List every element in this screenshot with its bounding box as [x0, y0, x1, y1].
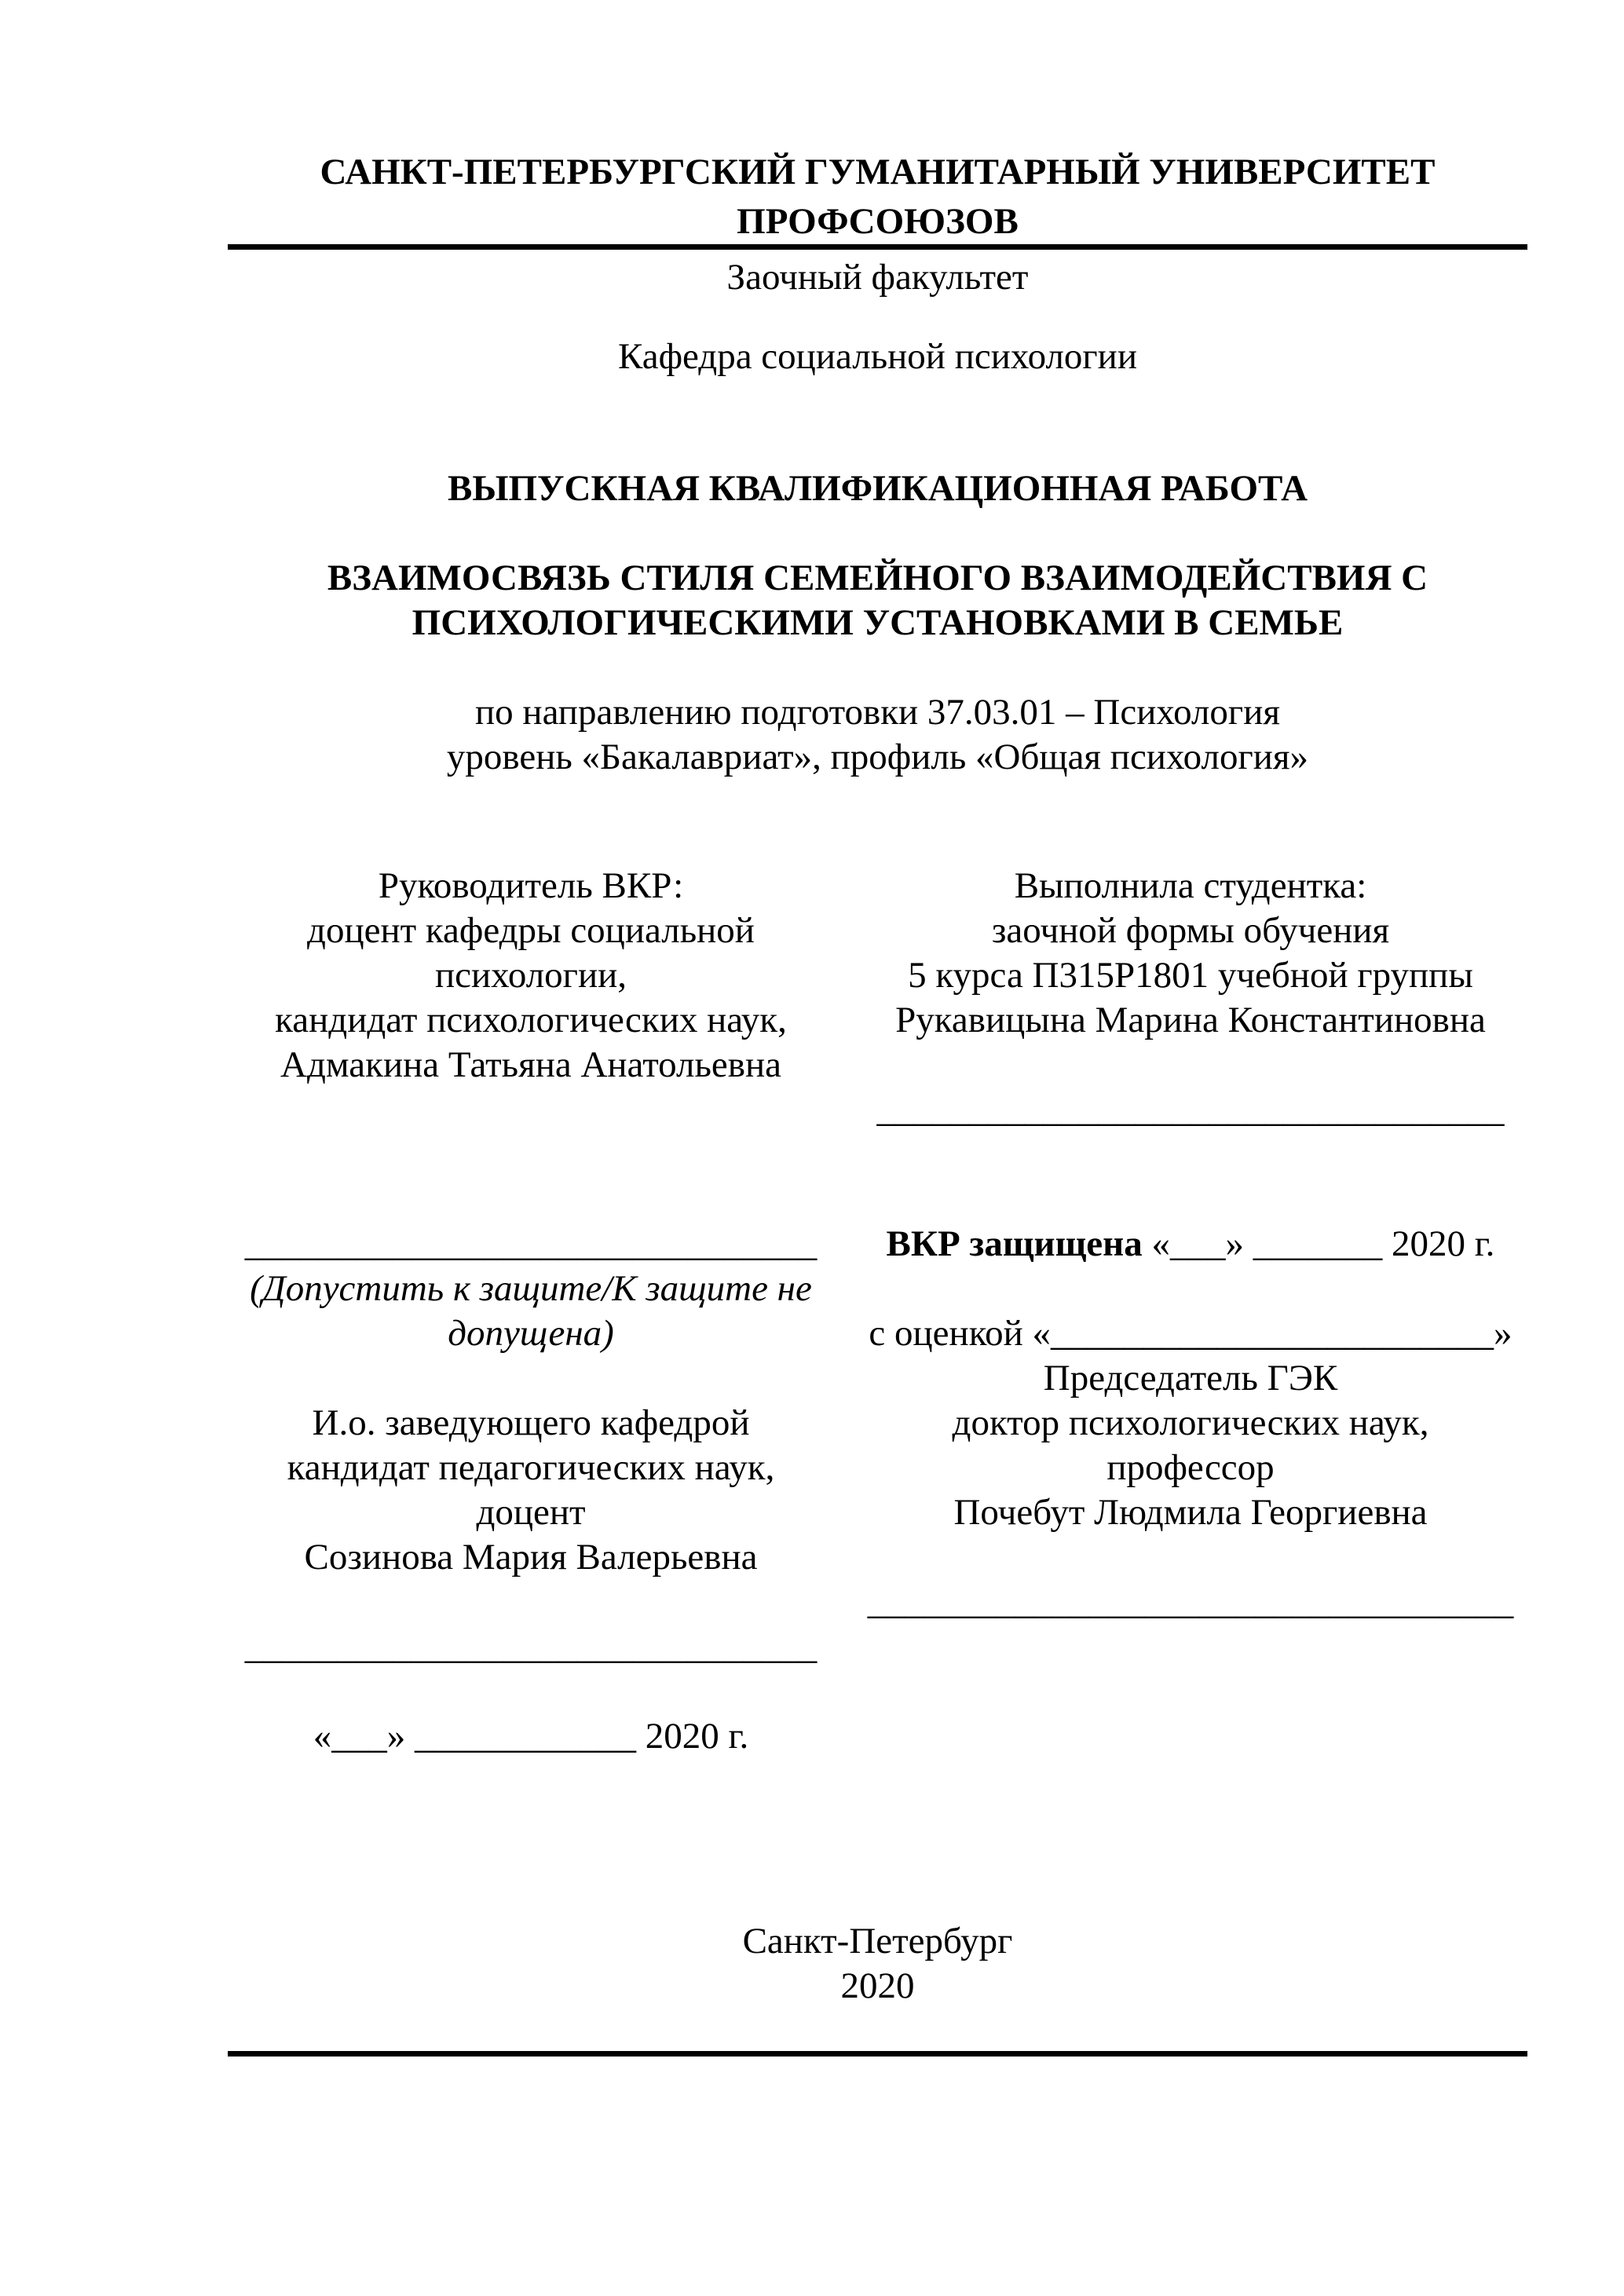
student-line: ВКР защищена «___» _______ 2020 г. — [886, 1223, 1495, 1264]
program-info — [228, 690, 1527, 780]
supervisor-line: допущена) — [448, 1313, 614, 1354]
thesis-title — [228, 556, 1527, 645]
program-info-line2: уровень «Бакалавриат», профиль «Общая психология» — [446, 737, 1309, 777]
supervisor-approval-column — [228, 864, 834, 1759]
student-line: Выполнила студентка: — [1014, 865, 1367, 906]
student-line: ___________________________________ — [867, 1581, 1514, 1622]
supervisor-line: _______________________________ — [244, 1626, 817, 1667]
blank-line — [228, 1669, 834, 1714]
supervisor-line: (Допустить к защите/К защите не — [250, 1268, 812, 1309]
blank-line — [228, 1088, 834, 1132]
supervisor-line: «___» ____________ 2020 г. — [313, 1716, 749, 1757]
signature-columns — [228, 864, 1527, 1759]
supervisor-line: кандидат педагогических наук, — [287, 1447, 775, 1488]
student-line: 5 курса П315Р1801 учебной группы — [908, 955, 1473, 996]
blank-line — [228, 1580, 834, 1625]
university-name-line2: ПРОФСОЮЗОВ — [737, 201, 1019, 242]
student-line: заочной формы обучения — [991, 910, 1390, 951]
supervisor-line: доцент — [476, 1492, 586, 1533]
blank-line — [228, 1132, 834, 1177]
department-name: Кафедра социальной психологии — [618, 336, 1137, 377]
student-line: с оценкой «________________________» — [869, 1313, 1512, 1354]
supervisor-line: Адмакина Татьяна Анатольевна — [280, 1044, 781, 1085]
blank-line — [228, 1177, 834, 1222]
supervisor-line: Созинова Мария Валерьевна — [304, 1537, 758, 1578]
student-line-bold-label: ВКР защищена — [886, 1223, 1152, 1264]
blank-line — [854, 1535, 1527, 1580]
top-divider-rule — [228, 244, 1527, 250]
supervisor-line: доцент кафедры социальной — [307, 910, 755, 951]
faculty-name: Заочный факультет — [726, 257, 1029, 298]
student-line: профессор — [1106, 1447, 1275, 1488]
supervisor-line: Руководитель ВКР: — [378, 865, 684, 906]
supervisor-line: И.о. заведующего кафедрой — [312, 1402, 750, 1443]
university-name — [228, 148, 1527, 247]
supervisor-line: _______________________________ — [244, 1223, 817, 1264]
student-line: Председатель ГЭК — [1043, 1358, 1338, 1398]
blank-line — [228, 1356, 834, 1401]
footer-city: Санкт-Петербург — [742, 1921, 1013, 1961]
thesis-title-line1: ВЗАИМОСВЯЗЬ СТИЛЯ СЕМЕЙНОГО ВЗАИМОДЕЙСТВИЯ С — [327, 558, 1428, 598]
university-name-line1: САНКТ-ПЕТЕРБУРГСКИЙ ГУМАНИТАРНЫЙ УНИВЕРСИТЕТ — [320, 152, 1436, 192]
student-line: Рукавицына Марина Константиновна — [895, 1000, 1486, 1040]
student-line: доктор психологических наук, — [952, 1402, 1429, 1443]
student-line: __________________________________ — [876, 1089, 1505, 1130]
supervisor-line: психологии, — [434, 955, 627, 996]
work-type-heading: ВЫПУСКНАЯ КВАЛИФИКАЦИОННАЯ РАБОТА — [447, 468, 1308, 509]
blank-line — [854, 1132, 1527, 1177]
blank-line — [854, 1043, 1527, 1088]
footer — [228, 1919, 1527, 2009]
thesis-title-line2: ПСИХОЛОГИЧЕСКИМИ УСТАНОВКАМИ В СЕМЬЕ — [411, 602, 1344, 643]
footer-year: 2020 — [840, 1965, 915, 2006]
blank-line — [854, 1177, 1527, 1222]
student-defense-column — [854, 864, 1527, 1759]
bottom-divider-rule — [228, 2051, 1527, 2057]
supervisor-line: кандидат психологических наук, — [275, 1000, 787, 1040]
student-line: Почебут Людмила Георгиевна — [953, 1492, 1428, 1533]
blank-line — [854, 1267, 1527, 1311]
program-info-line1: по направлению подготовки 37.03.01 – Психология — [475, 692, 1280, 733]
